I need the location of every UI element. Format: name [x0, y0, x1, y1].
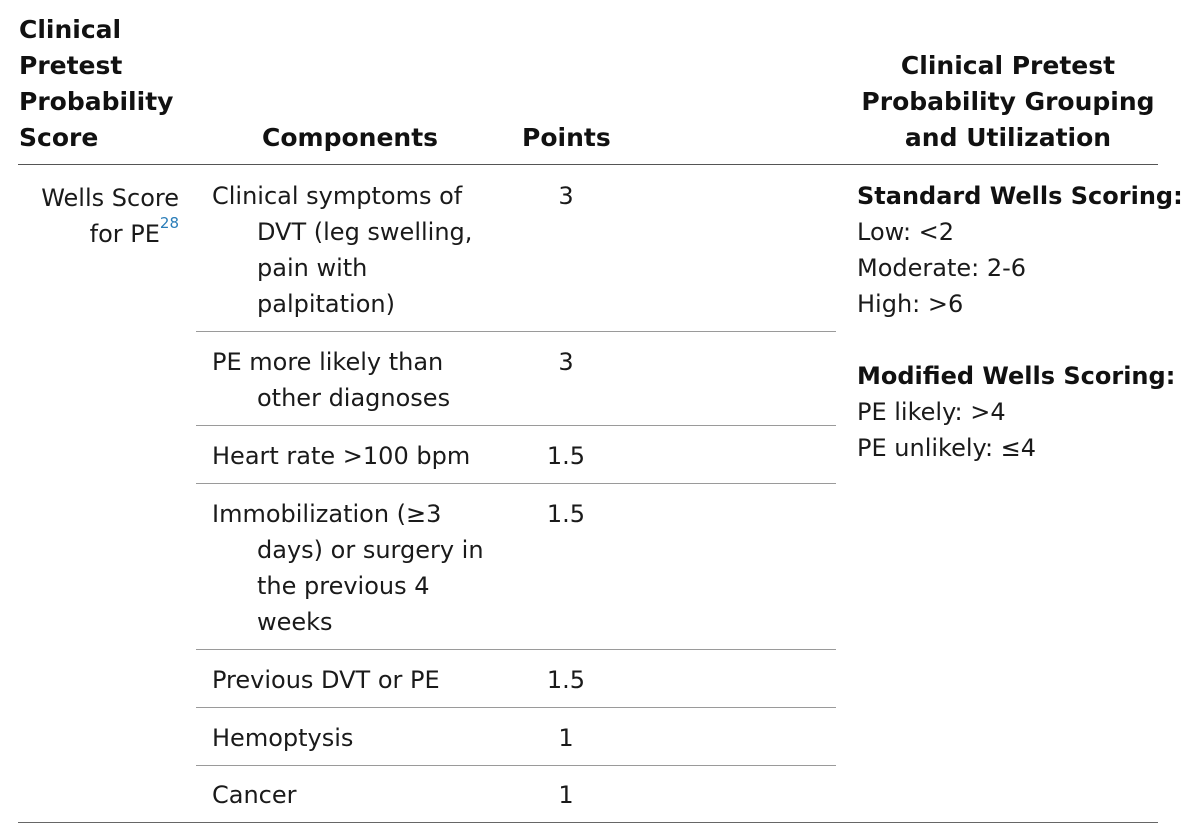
score-name-line2: for PE: [89, 220, 160, 248]
component-cell: Heart rate >100 bpm: [212, 442, 471, 470]
points-cell: 3: [558, 348, 574, 376]
header-divider: [18, 164, 1158, 165]
standard-scoring-item: Moderate: 2-6: [857, 254, 1027, 282]
score-name: [19, 180, 179, 252]
points-cell: 1.5: [546, 442, 586, 470]
standard-scoring-item: High: >6: [857, 290, 964, 318]
reference-link[interactable]: 28: [159, 214, 179, 232]
modified-scoring-title: Modified Wells Scoring:: [857, 362, 1176, 390]
row-divider: [196, 331, 836, 332]
row-divider: [196, 425, 836, 426]
component-cell: Cancer: [212, 781, 297, 809]
header-score: Clinical Pretest Probability Score: [19, 15, 174, 152]
points-cell: 1: [558, 781, 574, 809]
row-divider: [196, 765, 836, 766]
points-cell: 1.5: [546, 666, 586, 694]
header-components: Components: [262, 123, 439, 152]
standard-scoring-title: Standard Wells Scoring:: [857, 182, 1183, 210]
row-divider: [196, 649, 836, 650]
component-cell: Previous DVT or PE: [212, 666, 440, 694]
points-cell: 3: [558, 182, 574, 210]
header-points: Points: [522, 123, 611, 152]
component-cell: Clinical symptoms of DVT (leg swelling, pain with palpitation): [212, 182, 473, 318]
row-divider: [196, 483, 836, 484]
modified-scoring-item: PE unlikely: ≤4: [857, 434, 1037, 462]
table-bottom-divider: [18, 822, 1158, 823]
score-name-line1: Wells Score: [41, 184, 179, 212]
points-cell: 1.5: [546, 500, 586, 528]
points-cell: 1: [558, 724, 574, 752]
row-divider: [196, 707, 836, 708]
header-grouping: Clinical Pretest Probability Grouping and Utilization: [861, 51, 1155, 152]
component-cell: PE more likely than other diagnoses: [212, 348, 451, 412]
component-cell: Immobilization (≥3 days) or surgery in the previous 4 weeks: [212, 500, 484, 636]
component-cell: Hemoptysis: [212, 724, 354, 752]
standard-scoring-item: Low: <2: [857, 218, 955, 246]
modified-scoring-item: PE likely: >4: [857, 398, 1006, 426]
